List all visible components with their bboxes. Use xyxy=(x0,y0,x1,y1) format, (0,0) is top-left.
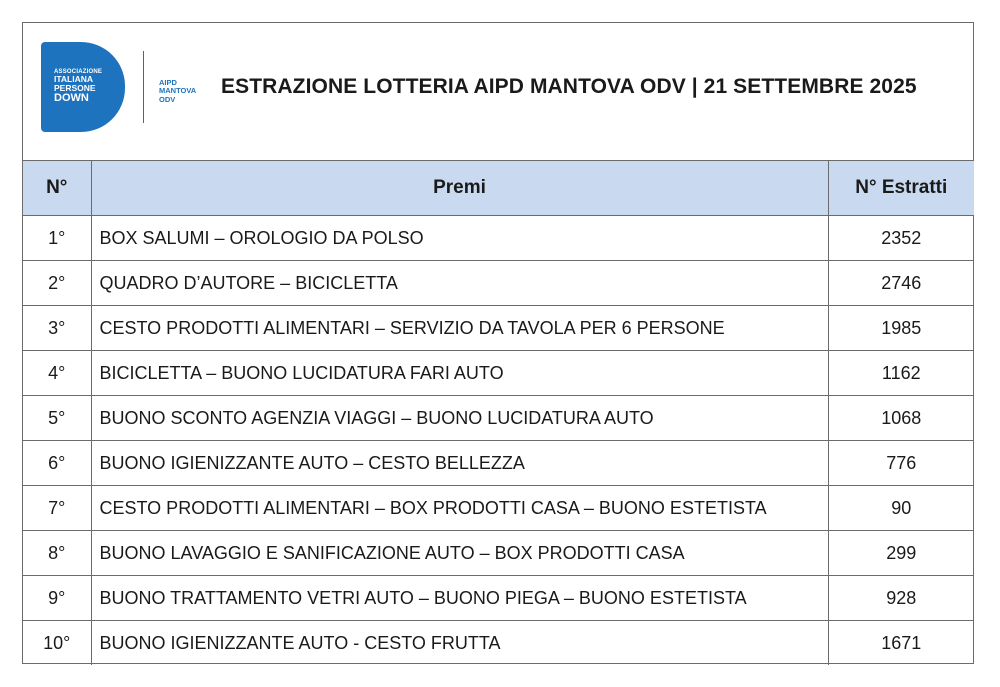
row-drawn-number: 90 xyxy=(828,486,974,531)
row-number: 8° xyxy=(23,531,91,576)
logo-text-line4: DOWN xyxy=(54,92,89,105)
logo-side-line3: ODV xyxy=(159,94,176,104)
header-number: N° xyxy=(23,161,91,216)
table-row xyxy=(23,396,974,441)
row-prizes: BUONO SCONTO AGENZIA VIAGGI – BUONO LUCIDATURA AUTO xyxy=(91,396,828,441)
row-number: 5° xyxy=(23,396,91,441)
header xyxy=(23,23,973,160)
table-header-row xyxy=(23,161,974,216)
logo-text-line2: ITALIANA xyxy=(54,74,94,85)
document-frame xyxy=(22,22,974,664)
row-prizes: BUONO IGIENIZZANTE AUTO - CESTO FRUTTA xyxy=(91,621,828,666)
logo-side-text xyxy=(159,79,196,104)
row-drawn-number: 2746 xyxy=(828,261,974,306)
table-row xyxy=(23,576,974,621)
table-row xyxy=(23,351,974,396)
page-title: ESTRAZIONE LOTTERIA AIPD MANTOVA ODV | 21 SETTEMBRE 2025 xyxy=(221,75,917,98)
row-prizes: BUONO IGIENIZZANTE AUTO – CESTO BELLEZZA xyxy=(91,441,828,486)
logo-text-line3: PERSONE xyxy=(54,83,96,94)
logo-divider xyxy=(143,51,144,123)
row-prizes: BUONO TRATTAMENTO VETRI AUTO – BUONO PIEGA – BUONO ESTETISTA xyxy=(91,576,828,621)
row-number: 6° xyxy=(23,441,91,486)
row-drawn-number: 299 xyxy=(828,531,974,576)
row-prizes: CESTO PRODOTTI ALIMENTARI – SERVIZIO DA TAVOLA PER 6 PERSONE xyxy=(91,306,828,351)
row-drawn-number: 1671 xyxy=(828,621,974,666)
logo-side-line1: AIPD xyxy=(159,78,177,87)
prize-table xyxy=(23,160,974,665)
row-drawn-number: 1068 xyxy=(828,396,974,441)
table-row xyxy=(23,531,974,576)
table-row xyxy=(23,621,974,666)
table-row xyxy=(23,441,974,486)
row-drawn-number: 776 xyxy=(828,441,974,486)
table-row xyxy=(23,261,974,306)
logo-side-line2: MANTOVA xyxy=(159,86,197,96)
table-row xyxy=(23,216,974,261)
row-drawn-number: 2352 xyxy=(828,216,974,261)
row-number: 3° xyxy=(23,306,91,351)
aipd-logo xyxy=(41,42,125,132)
row-number: 4° xyxy=(23,351,91,396)
row-drawn-number: 1162 xyxy=(828,351,974,396)
row-number: 7° xyxy=(23,486,91,531)
row-number: 10° xyxy=(23,621,91,666)
row-number: 1° xyxy=(23,216,91,261)
logo-text-line1: ASSOCIAZIONE xyxy=(54,69,103,76)
row-number: 2° xyxy=(23,261,91,306)
row-prizes: BUONO LAVAGGIO E SANIFICAZIONE AUTO – BOX PRODOTTI CASA xyxy=(91,531,828,576)
row-prizes: CESTO PRODOTTI ALIMENTARI – BOX PRODOTTI CASA – BUONO ESTETISTA xyxy=(91,486,828,531)
row-drawn-number: 928 xyxy=(828,576,974,621)
header-prizes: Premi xyxy=(91,161,828,216)
header-drawn: N° Estratti xyxy=(828,161,974,216)
table-row xyxy=(23,486,974,531)
row-number: 9° xyxy=(23,576,91,621)
row-prizes: BOX SALUMI – OROLOGIO DA POLSO xyxy=(91,216,828,261)
row-prizes: QUADRO D’AUTORE – BICICLETTA xyxy=(91,261,828,306)
row-prizes: BICICLETTA – BUONO LUCIDATURA FARI AUTO xyxy=(91,351,828,396)
row-drawn-number: 1985 xyxy=(828,306,974,351)
table-row xyxy=(23,306,974,351)
